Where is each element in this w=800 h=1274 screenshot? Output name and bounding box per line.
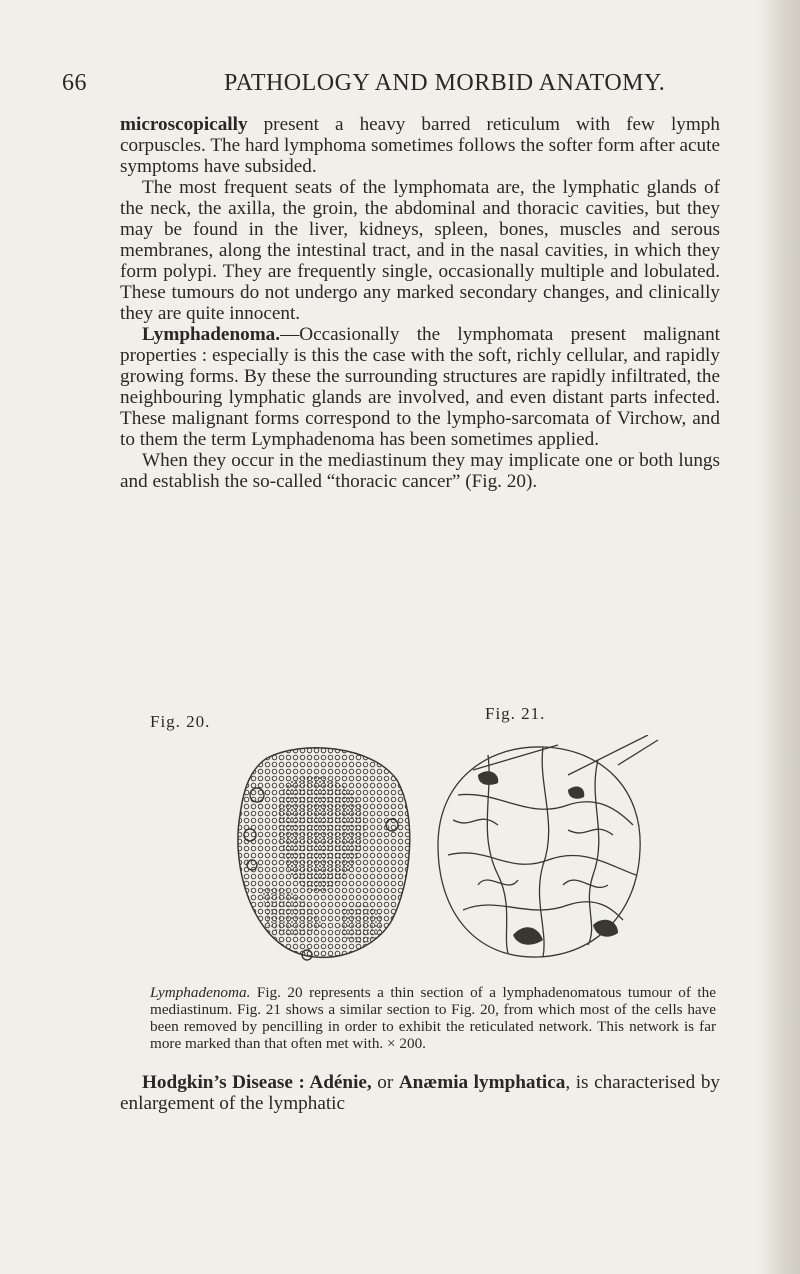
fig-21-label: Fig. 21. xyxy=(485,704,546,723)
paragraph-2: The most frequent seats of the lymphomata are, the lymphatic glands of the neck, the axilla, the groin, the abdominal and thoracic cavities, but they may be found in the liver, kidneys, spleen, bones, muscles and serous membranes, along the intestinal tract, and in the nasal cavities, in which they form polypi. They are frequently single, occasionally multiple and lobulated. These tumours do not undergo any marked secondary changes, and clinically they are quite innocent. xyxy=(120,177,720,324)
final-paragraph-text: , is characterised by enlargement of the lymphatic xyxy=(120,1072,721,1114)
body-text xyxy=(120,114,720,492)
page-number: 66 xyxy=(62,70,87,96)
final-paragraph xyxy=(120,1072,720,1114)
figure-caption xyxy=(150,984,716,1052)
running-head: PATHOLOGY AND MORBID ANATOMY. xyxy=(224,70,666,96)
paragraph-3-text: —Occasionally the lymphomata present malignant properties : especially is this the case with the soft, richly cellular, and rapidly growing forms. By these the surrounding structures are rapidly infiltrated, the neighbouring lymphatic glands are involved, and even distant parts infected. These malignant forms correspond to the lympho-sarcomata of Virchow, and to them the term Lymphadenoma has been sometimes applied. xyxy=(120,324,720,450)
fig-20-label: Fig. 20. xyxy=(150,712,211,731)
page-edge-shadow xyxy=(758,0,800,1274)
paragraph-1-text: present a heavy barred reticulum with few lymph corpuscles. The hard lymphoma sometimes follows the softer form after acute symptoms have subsided. xyxy=(120,114,720,177)
paragraph-3 xyxy=(120,324,720,450)
paragraph-1-lead: microscopically xyxy=(120,114,248,135)
caption-paragraph xyxy=(150,984,716,1052)
paragraph-1 xyxy=(120,114,720,177)
paragraph-4: When they occur in the mediastinum they may implicate one or both lungs and establish the so-called “thoracic cancer” (Fig. 20). xyxy=(120,450,720,492)
bottom-text xyxy=(120,1072,720,1114)
caption-title: Lymphadenoma. xyxy=(150,984,251,1001)
final-paragraph-middle: or xyxy=(371,1072,399,1093)
paragraph-3-lead: Lymphadenoma. xyxy=(142,324,281,345)
caption-text: Fig. 20 represents a thin section of a lymphadenomatous tumour of the mediastinum. Fig. 21 shows a similar section to Fig. 20, from which most of the cells have been removed by pencilling in order to exhibit the reticulated network. This network is far more marked than that often met with. × 200. xyxy=(150,984,716,1052)
final-paragraph-term: Anæmia lymphatica xyxy=(398,1072,566,1093)
page-header xyxy=(62,70,712,100)
final-paragraph-lead: Hodgkin’s Disease : Adénie, xyxy=(142,1072,372,1093)
figure-21-illustration xyxy=(418,735,663,970)
figure-20-illustration xyxy=(222,740,422,975)
